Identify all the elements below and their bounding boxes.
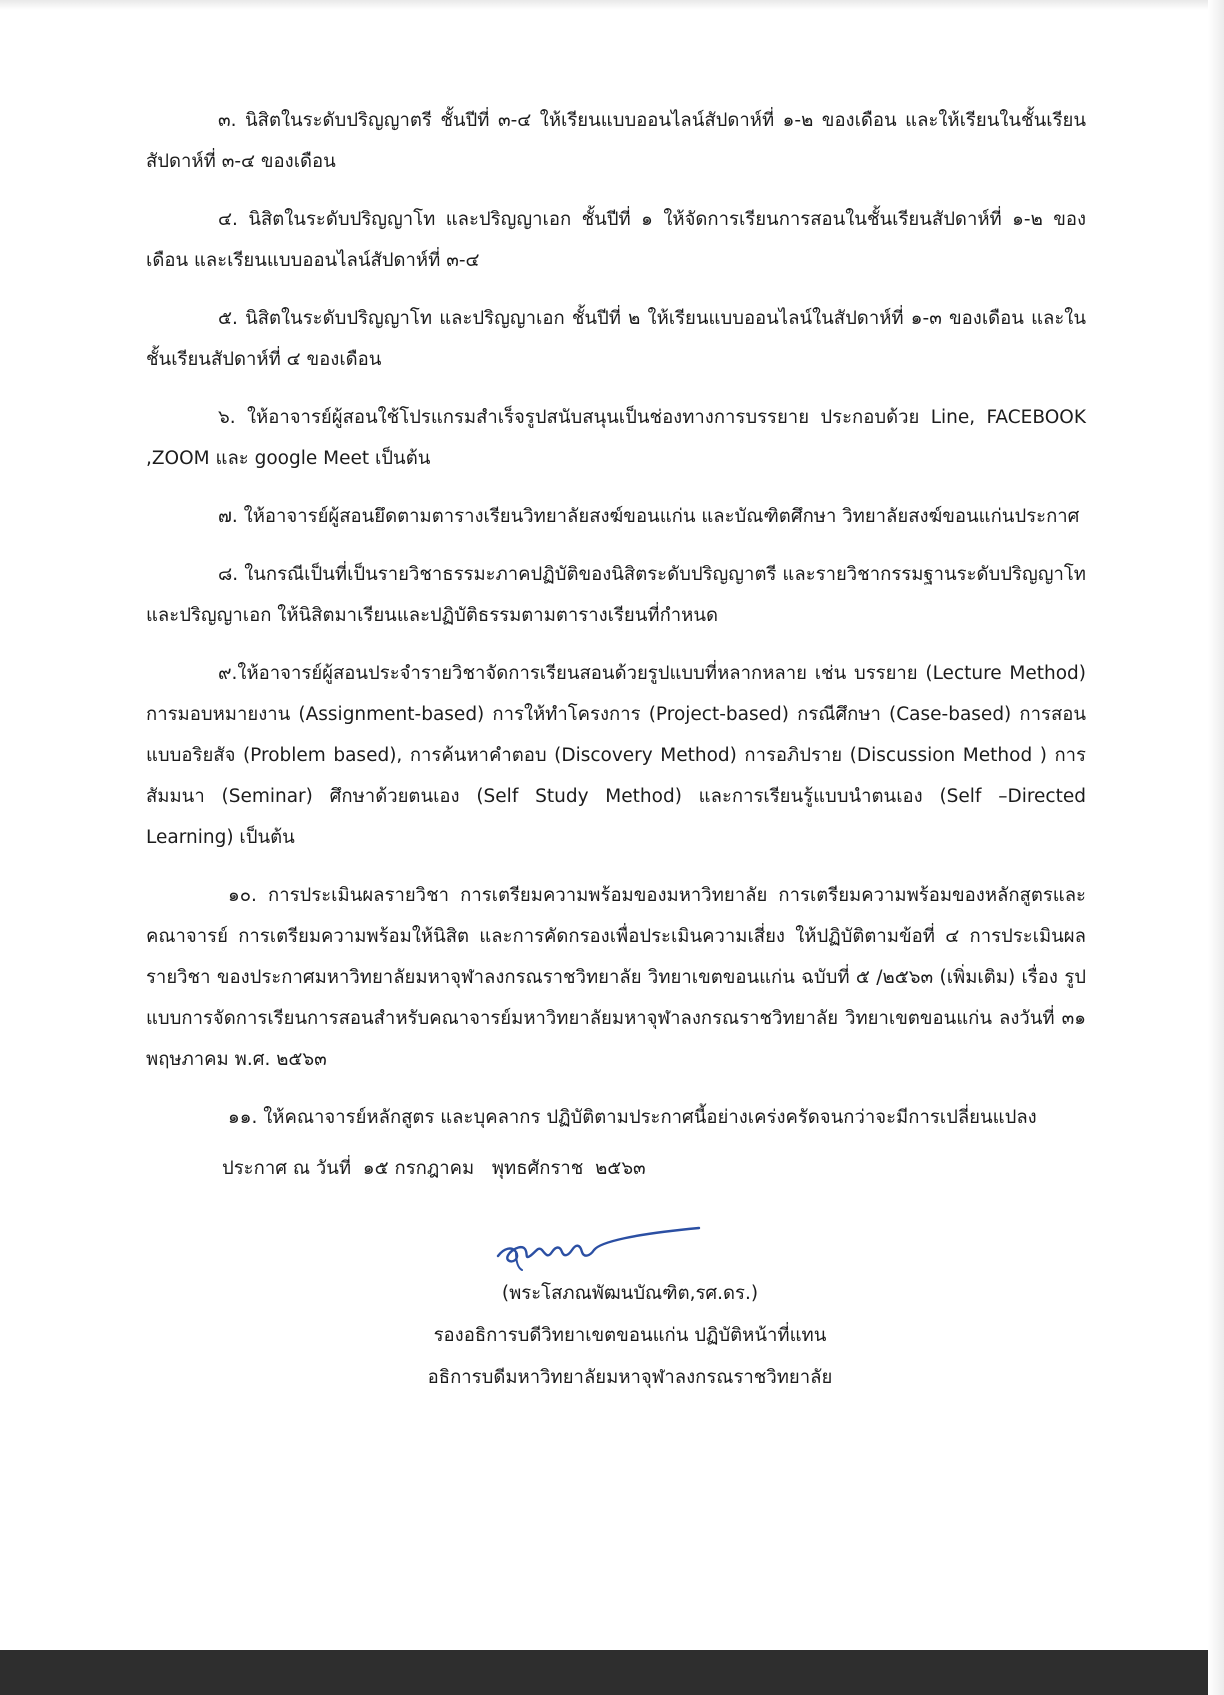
announcement-date: ประกาศ ณ วันที่ ๑๕ กรกฎาคม พุทธศักราช ๒๕๖๓ <box>222 1158 646 1179</box>
clause-8: ๘. ในกรณีเป็นที่เป็นรายวิชาธรรมะภาคปฏิบัติของนิสิตระดับปริญญาตรี และรายวิชากรรมฐานระดับปริญญาโทและปริญญาเอก ให้นิสิตมาเรียนและปฏิบัติธรรมตามตารางเรียนที่กำหนด <box>146 564 1086 626</box>
document-body <box>146 100 1086 1155</box>
clause-7: ๗. ให้อาจารย์ผู้สอนยึดตามตารางเรียนวิทยาลัยสงฆ์ขอนแก่น และบัณฑิตศึกษา วิทยาลัยสงฆ์ขอนแก่นประกาศ <box>218 506 1080 527</box>
scan-bottom-band <box>0 1650 1208 1695</box>
clause-10: ๑๐. การประเมินผลรายวิชา การเตรียมความพร้อมของมหาวิทยาลัย การเตรียมความพร้อมของหลักสูตรและคณาจารย์ การเตรียมความพร้อมให้นิสิต และการคัดกรองเพื่อประเมินความเสี่ยง ให้ปฏิบัติตามข้อที่ ๔ การประเมินผลรายวิชา ของประกาศมหาวิทยาลัยมหาจุฬาลงกรณราชวิทยาลัย วิทยาเขตขอนแก่น ฉบับที่ ๕ /๒๕๖๓ (เพิ่มเติม) เรื่อง รูปแบบการจัดการเรียนการสอนสำหรับคณาจารย์มหาวิทยาลัยมหาจุฬาลงกรณราชวิทยาลัย วิทยาเขตขอนแก่น ลงวันที่ ๓๑ พฤษภาคม พ.ศ. ๒๕๖๓ <box>146 885 1086 1070</box>
signer-position-secondary: อธิการบดีมหาวิทยาลัยมหาจุฬาลงกรณราชวิทยาลัย <box>427 1367 833 1388</box>
handwritten-signature <box>494 1222 704 1272</box>
clause-4: ๔. นิสิตในระดับปริญญาโท และปริญญาเอก ชั้นปีที่ ๑ ให้จัดการเรียนการสอนในชั้นเรียนสัปดาห์ที่ ๑-๒ ของเดือน และเรียนแบบออนไลน์สัปดาห์ที่ ๓-๔ <box>146 209 1086 271</box>
clause-3: ๓. นิสิตในระดับปริญญาตรี ชั้นปีที่ ๓-๔ ให้เรียนแบบออนไลน์สัปดาห์ที่ ๑-๒ ของเดือน และให้เรียนในชั้นเรียนสัปดาห์ที่ ๓-๔ ของเดือน <box>146 110 1086 172</box>
clause-6: ๖. ให้อาจารย์ผู้สอนใช้โปรแกรมสำเร็จรูปสนับสนุนเป็นช่องทางการบรรยาย ประกอบด้วย Line, FACEBOOK ,ZOOM และ google Meet เป็นต้น <box>146 407 1086 469</box>
scan-top-edge <box>0 0 1224 10</box>
signer-position: รองอธิการบดีวิทยาเขตขอนแก่น ปฏิบัติหน้าที่แทน <box>433 1325 827 1346</box>
scan-right-edge <box>1208 0 1224 1695</box>
clause-9: ๙.ให้อาจารย์ผู้สอนประจำรายวิชาจัดการเรียนสอนด้วยรูปแบบที่หลากหลาย เช่น บรรยาย (Lecture Method) การมอบหมายงาน (Assignment-based) การให้ทำโครงการ (Project-based) กรณีศึกษา (Case-based) การสอนแบบอริยสัจ (Problem based), การค้นหาคำตอบ (Discovery Method) การอภิปราย (Discussion Method ) การสัมมนา (Seminar) ศึกษาด้วยตนเอง (Self Study Method) และการเรียนรู้แบบนำตนเอง (Self –Directed Learning) เป็นต้น <box>146 663 1086 848</box>
clause-5: ๕. นิสิตในระดับปริญญาโท และปริญญาเอก ชั้นปีที่ ๒ ให้เรียนแบบออนไลน์ในสัปดาห์ที่ ๑-๓ ของเดือน และในชั้นเรียนสัปดาห์ที่ ๔ ของเดือน <box>146 308 1086 370</box>
signer-name: (พระโสภณพัฒนบัณฑิต,รศ.ดร.) <box>501 1283 759 1304</box>
clause-11: ๑๑. ให้คณาจารย์หลักสูตร และบุคลากร ปฏิบัติตามประกาศนี้อย่างเคร่งครัดจนกว่าจะมีการเปลี่ยนแปลง <box>228 1107 1037 1128</box>
